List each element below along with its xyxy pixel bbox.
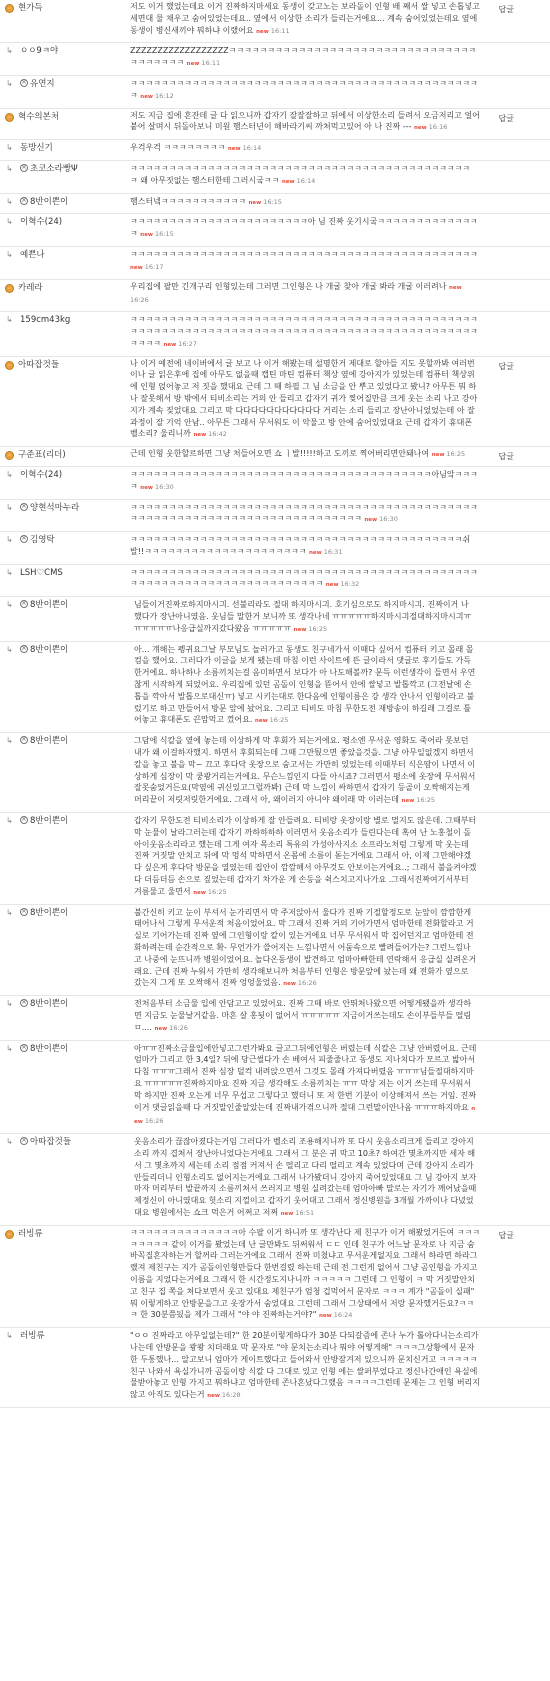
reply-row: [0, 1134, 550, 1226]
timestamp: 16:17: [144, 262, 164, 271]
level-icon: [20, 164, 28, 172]
reply-arrow-icon: ↳: [6, 46, 13, 56]
nickname-text: 양현석마누라: [30, 502, 80, 513]
timestamp: 16:26: [169, 1023, 188, 1032]
nickname[interactable]: [20, 735, 68, 747]
timestamp: 16:30: [155, 482, 174, 491]
comment-row: [0, 447, 550, 467]
comment-body: [134, 1043, 478, 1130]
comment-body: [130, 45, 480, 71]
nickname[interactable]: [20, 567, 63, 579]
nickname[interactable]: [18, 2, 43, 14]
nickname[interactable]: [20, 998, 68, 1010]
nickname[interactable]: [20, 599, 68, 611]
new-badge: new: [283, 981, 296, 988]
new-badge: new: [163, 341, 177, 348]
reply-arrow-icon: ↳: [6, 907, 13, 917]
nickname-text: 현가득: [18, 3, 43, 13]
level-icon: [20, 816, 28, 824]
nickname-text: 8반이쁜이: [30, 600, 69, 611]
comment-text: 그담에 식칼을 옆에 놓는데 이상하게 막 후회가 되는거에요. 평소엔 무서운 영화도 죽어라 못보던 내가 왜 이걸하자했지. 하면서 후회되는데 그때 그만뒀으면 좋았을것을. 그냥 아무일없겠지 하면서 칼을 놓고 불을 막~ 끄고 후다닥 옷장으로 숨고서는 가만히 있었는데 이때부터 식은땀이 나면서 이상하게 심장이 막 쿵쾅거리는거에요. 무슨느낌인지 다들 아시죠? 그러면서 평소에 옷장에 무서워서 잘못숨었거든요(막옆에 귀신있고그럴까봐) 근데 막 느낌이 싸하면서 갑자기 등골이 오싹해지는게 머리끝이 저릿저릿한거에요. 그래서 아, 왜이러지 아니야 왜이래 막 이러는데: [134, 736, 476, 805]
reply-arrow-icon: ↳: [6, 1137, 13, 1147]
timestamp: 16:11: [270, 26, 290, 35]
new-badge: new: [134, 1105, 476, 1126]
nickname[interactable]: [20, 216, 62, 228]
timestamp: 16:25: [269, 716, 289, 725]
comment-text: 갑자기 무한도전 티비소리가 이상하게 잘 안들려요. 티비랑 옷장이랑 별로 멀지도 않은데. 그때부터 막 눈물이 날라그러는데 갑자기 까하하하하 이러면서 웃음소리가 들린다는데 혹여 난 노홍철이 돌아이웃음소리라고 했는데 그게 여자 목소리 특유의 가성아사지소 소프라노처럼 그렇게 막 웃는데 진짜 거짓말 안치고 뒤에 막 멍석 막하면서 온몸에 소름이 돋는거에요 그래서 아, 이제 그만해야겠다 싶은게 후다닥 방문을 열였는데 집안이 깜깜해서 아무것도 안보이는거에요..; 그래서 불을켜야겠다 더듬더듬 손으로 짚었는데 갑자기 차가운 게 손등을 쉭스치고지나가요 .그래서진짜여기서부터 겨름물고 울면서: [134, 816, 477, 896]
new-badge: new: [293, 626, 307, 633]
reply-row: [0, 1041, 550, 1135]
reply-row: [0, 43, 550, 76]
timestamp: 16:26: [130, 296, 149, 305]
timestamp: 16:26: [144, 1117, 164, 1126]
new-badge: new: [431, 452, 445, 459]
comment-body: [130, 216, 480, 242]
timestamp: 16:25: [416, 796, 436, 805]
comment-body: [134, 815, 478, 900]
reply-row: [0, 500, 550, 533]
comment-text: 웃음소리가 끊잖아졌다는거임 그러다가 벨소리 조용해지니까 또 다시 웃음소리크게 들리고 강아지 소리 까지 겹쳐서 장난아니었다는거에요 그래서 그 분은 귀 막고 10초? 하여간 몇초까지만 세자 해서 그 몇초까지 세는데 소리 점점 커져서 손 떨리고 다리 떨리고 계속 있었다며 근데 강아지 소리가 안들리더니 인형소리도 없어지는거에요 그래서 나가봤더니 강아지 죽어있었대요 그 님 강아지 보자마자 머리부터 발끝까지 소름끼쳐서 쓰러지고 병원 실려갔는데 엄마아빠 말로는 자기가 깨어났을때 제정신이 아니였대요 헛소리 지껄이고 갑자기 웃어대고 그래서 정신병원을 3개월 가까이나 다녔었대요 병원에서는 쇼크 먹은거 어쩌고 저쩌: [134, 1137, 477, 1217]
timestamp: 16:30: [379, 515, 398, 524]
reply-button[interactable]: 답글: [498, 5, 514, 14]
new-badge: new: [140, 93, 154, 100]
nickname[interactable]: [20, 45, 58, 57]
comment-text: 불간신히 키고 눈이 부셔서 눈가리면서 막 주저앉아서 울다가 진짜 기절할정도로 눈앞이 깜깜한게 태어나서 그렇게 무서운적 처음이었어요. 막 그래서 진짜 거의 기어가면서 엄마한테 전화할라고 거실로 기어가는데 진짜 옆에 그인형이랑 칼이 있는거에요 너무 무서워서 막 집어던지고 엄마한테 전화하려는데 순간적으로 확- 무언가가 쓸어지는 느낌나면서 어둠속으로 빨려들어가는? 그런느낌나고 나중에 눈뜨니까 병원이었어요. 놀다온동생이 발견하고 엄마아빠한테 연락해서 응급실 실려온거래요. 근데 진짜 누워서 가만히 생각해보니까 처음부터 인형은 방문앞에 놨는데 왜 전화가 옆으로 갔는지 그게 또 오싹해서 진짜 엉엉울었음.: [134, 907, 477, 988]
new-badge: new: [227, 146, 241, 153]
reply-row: [0, 312, 550, 356]
comment-text: ㅋㅋㅋㅋㅋㅋㅋㅋㅋㅋㅋㅋㅋㅋㅋㅋㅋㅋㅋㅋㅋㅋㅋㅋㅋㅋㅋㅋㅋㅋㅋㅋㅋㅋㅋㅋㅋㅋㅋㅋㅋㅋㅋㅋㅋㅋㅋㅋㅋㅋㅋㅋㅋㅋㅋㅋㅋㅋㅋㅋㅋㅋㅋㅋㅋㅋㅋㅋㅋㅋ: [130, 567, 478, 589]
reply-arrow-icon: ↳: [6, 502, 13, 512]
nickname[interactable]: [20, 644, 68, 656]
reply-arrow-icon: ↳: [6, 249, 13, 259]
comment-text: 저도 지금 집에 혼잔데 글 다 읽으니까 갑자기 잘잘잘하고 뒤에서 이상한소리 들려서 오금저리고 얼어붙어 살며시 뒤돌아보니 미원 햄스터년이 해바라기씨 까쳐먹고있어 아 나 진짜 ---: [130, 110, 480, 132]
nickname-text: 동방신기: [20, 143, 53, 154]
reply-arrow-icon: ↳: [6, 469, 13, 479]
nickname[interactable]: [20, 314, 70, 326]
comment-body: [130, 1330, 480, 1403]
nickname-text: 예쁜나: [20, 249, 45, 260]
nickname-text: 혁수의본처: [18, 111, 60, 122]
level-icon: [20, 736, 28, 744]
reply-row: [0, 996, 550, 1040]
nickname-text: 유연지: [30, 78, 55, 89]
timestamp: 16:28: [221, 1391, 241, 1400]
reply-arrow-icon: ↳: [6, 78, 13, 88]
nickname[interactable]: [20, 1043, 68, 1055]
reply-button[interactable]: 답글: [498, 452, 514, 462]
avatar-icon: [5, 4, 14, 13]
new-badge: new: [281, 178, 295, 185]
nickname-text: 카레라: [18, 282, 43, 293]
comment-text: 나 이거 예전에 네이버에서 글 보고 나 이거 해봤는데 설명한거 제대로 할아들 지도 못할까봐 여러번이나 글 읽은후에 집에 아무도 없을때 캡틴 마틴 컴퓨터 책상 옆에 강아지가 있었는데 컴퓨터 책상위에 인형 얹어놓고 저 짓을 했대요 근데 그 때 하필 그 님 소금을 안 뿌고 있었다고 봤니? 아무튼 뭐 하나 잘못해서 방 밖에서 티비소리는 거의 안 들리고 갑자기 귀가 찢어질만큼 크게 웃는 소리 나고 강아지가 계속 짖었대요 그리고 막 다다다다다다다다다다다 거리는 소리 들리고 장난아니었었는데 아 잘 과정이 잘 기억 안남.. 아무튼 그래서 무서워도 이 악물고 방 안에 숨어있었대요 근데 갑자기 휴대폰 벨소리? 울리니까: [130, 358, 478, 439]
timestamp: 16:31: [323, 547, 343, 556]
comment-text: ZZZZZZZZZZZZZZZZZZㅋㅋㅋㅋㅋㅋㅋㅋㅋㅋㅋㅋㅋㅋㅋㅋㅋㅋㅋㅋㅋㅋㅋㅋㅋㅋㅋㅋㅋㅋㅋㅋㅋㅋㅋㅋㅋㅋㅋ: [130, 46, 476, 68]
reply-row: [0, 532, 550, 565]
timestamp: 16:14: [296, 176, 316, 185]
timestamp: 16:14: [242, 144, 262, 153]
reply-arrow-icon: ↳: [6, 1043, 13, 1053]
comment-row: [0, 0, 550, 43]
new-badge: new: [193, 889, 206, 896]
comment-row: [0, 280, 550, 313]
comment-row: [0, 357, 550, 448]
avatar-icon: [5, 284, 14, 293]
comment-body: [130, 78, 480, 104]
reply-row: [0, 597, 550, 641]
comment-body: [130, 281, 480, 308]
timestamp: 16:16: [428, 123, 448, 132]
level-icon: [20, 1137, 28, 1145]
new-badge: new: [449, 284, 462, 291]
nickname[interactable]: [20, 142, 53, 154]
nickname-text: 김영탁: [30, 535, 55, 546]
nickname[interactable]: [18, 359, 59, 371]
reply-arrow-icon: ↳: [6, 999, 13, 1009]
nickname[interactable]: [20, 1330, 45, 1342]
avatar-icon: [5, 361, 14, 370]
new-badge: new: [140, 484, 154, 491]
timestamp: 16:25: [446, 450, 466, 459]
nickname[interactable]: [18, 449, 66, 461]
nickname[interactable]: [20, 1136, 71, 1148]
comment-body: [130, 110, 480, 136]
reply-arrow-icon: ↳: [6, 217, 13, 227]
comment-body: [130, 1, 480, 38]
nickname-text: 이혁수(24): [20, 217, 63, 228]
comment-text: 아... 걔해는 펭귀요그날 부모님도 놀러가고 동생도 친구네가서 이때다 싶어서 컴퓨터 키고 몰래 몰컴을 했어요. 그러다가 이글을 보게 됐는데 마침 이런 사이트에 뜬 글이라서 댓글로 후기들도 가득한거에요. 하나하나 소름끼치는걸 음미하면서 보다가 아 나도해볼까? 문득 이런생각이 들면서 우연찮게 시작하게 되었어요. 우리집에 있던 곰돌이 인형을 뜯어서 안에 쌀넣고 발톱깍고 (그전날에 손톱을 깍아서 발톱으로대신ㅠ) 넣고 시키는대로 한다음에 인형이름은 강 생각 안나서 인형이라고 불렀기로 하고 만들어서 방문 앞에 놨어요. 그리고 티비도 마침 무한도전 재방송이 하길래 그걸로 틀어놓고 휴대폰도 끈맘먹고 껐어요.: [134, 644, 476, 725]
nickname-text: 러빙류: [20, 1331, 45, 1342]
reply-row: [0, 733, 550, 813]
level-icon: [20, 908, 28, 916]
nickname-text: 초코소라빵Ψ: [30, 163, 78, 174]
reply-arrow-icon: ↳: [6, 644, 13, 654]
new-badge: new: [364, 517, 378, 524]
nickname[interactable]: [20, 196, 68, 208]
nickname[interactable]: [20, 163, 78, 175]
timestamp: 16:51: [295, 1208, 315, 1217]
reply-arrow-icon: ↳: [6, 315, 13, 325]
timestamp: 16:12: [155, 91, 174, 100]
reply-arrow-icon: ↳: [6, 600, 13, 610]
comment-body: [130, 1227, 480, 1323]
nickname-text: 8반이쁜이: [30, 1043, 69, 1054]
comment-text: ㅋㅋㅋㅋㅋㅋㅋㅋㅋㅋㅋㅋㅋㅋㅋㅋㅋㅋㅋㅋㅋㅋㅋ아 님 진짜 웃기시궄ㅋㅋㅋㅋㅋㅋㅋㅋㅋㅋㅋㅋㅋㅋ: [130, 217, 478, 239]
level-icon: [20, 503, 28, 511]
nickname[interactable]: [20, 907, 68, 919]
nickname-text: ㅇㅇ9ㅋ야: [20, 46, 59, 57]
reply-row: [0, 565, 550, 598]
nickname-text: 159cm43kg: [20, 315, 71, 326]
comment-text: ㅋㅋㅋㅋㅋㅋㅋㅋㅋㅋㅋㅋㅋㅋㅋㅋㅋㅋㅋㅋㅋㅋㅋㅋㅋㅋㅋㅋㅋㅋㅋㅋㅋㅋㅋㅋㅋㅋㅋㅋㅋㅋㅋㅋㅋㅋㅋㅋㅋㅋㅋㅋㅋㅋㅋㅋㅋㅋㅋㅋㅋㅋㅋㅋㅋㅋㅋㅋㅋㅋㅋㅋㅋㅋㅋㅋㅋㅋㅋㅋㅋㅋㅋㅋㅋㅋㅋㅋㅋㅋㅋㅋㅋㅋ: [130, 315, 478, 348]
comment-body: [130, 142, 480, 156]
nickname[interactable]: [18, 282, 43, 294]
timestamp: 16:42: [208, 430, 227, 439]
reply-button[interactable]: 답글: [498, 113, 514, 123]
nickname-text: 8반이쁜이: [30, 644, 69, 655]
new-badge: new: [256, 28, 269, 35]
new-badge: new: [130, 264, 143, 271]
nickname-text: 러빙류: [18, 1228, 43, 1239]
nickname[interactable]: [20, 469, 62, 481]
timestamp: 16:15: [263, 197, 282, 206]
comment-body: [130, 448, 480, 462]
comment-body: [134, 599, 478, 636]
reply-arrow-icon: ↳: [6, 1331, 13, 1341]
comment-body: [130, 534, 480, 560]
level-icon: [20, 600, 28, 608]
comment-text: 햄스터넼ㅋㅋㅋㅋㅋㅋㅋㅋㅋㅋㅋ: [130, 196, 246, 206]
timestamp: 16:11: [201, 59, 221, 68]
timestamp: 16:27: [178, 339, 197, 348]
nickname-text: 구준표(리더): [18, 450, 66, 461]
comment-text: ㅋㅋㅋㅋㅋㅋㅋㅋㅋㅋㅋㅋㅋㅋ아 수팔 이거 하니까 또 생각난다 제 친구가 이거 해봤었거든여 ㅋㅋㅋㅋㅋㅋㅋㅋ 같이 이거를 봤었는데 난 글만봐도 뒤써워서 ㄷㄷ 인데 친구가 어느날 문자로 나 지금 숨바꼭질혼자하는거 할꺼라 그러는거에요 그래서 진짜 미쳤냐고 무서운게없지요 그래서 하라면 하라그랬져 제친구는 지가 곰돌이인형만들다 한번걸렸 하는데 근데 전 그런게 없어서 그냥 곰인형을 가지고 이름을 지었다는거에요 그래서 한 시간정도지나니까 ㅋㅋㅋㅋㅋ 그런데 그 인형이 ㅋ 막 거짓말안치고 친구 집 쪽을 쳐다보면서 웃고 있대요 제친구가 엄청 겁먹어서 문자로 ㅋㅋㅋ 계가 "곰돌이 실패" 뭐 이렇게하고 안방문을그고 옷장가서 숨었대요 그런데 그래서 그상태에서 저랑 문자했거든요?ㅋㅋㅋ 한 30분쯤됬을 제가 그래서 "야 야 진짜하는거야?": [130, 1227, 481, 1320]
level-icon: [20, 79, 28, 87]
reply-row: [0, 76, 550, 109]
nickname[interactable]: [20, 78, 55, 90]
comment-text: 근데 인형 웃한할르하면 그냥 처들어오면 쇼 ㅣ발!!!!!하고 도끼로 찍어버리면안돼나여: [130, 449, 430, 459]
comment-text: ㅋㅋㅋㅋㅋㅋㅋㅋㅋㅋㅋㅋㅋㅋㅋㅋㅋㅋㅋㅋㅋㅋㅋㅋㅋㅋㅋㅋㅋㅋㅋㅋㅋㅋㅋㅋㅋㅋㅋㅋㅋㅋㅋ쉬발!!ㅋㅋㅋㅋㅋㅋㅋㅋㅋㅋㅋㅋㅋㅋㅋㅋㅋㅋㅋㅋㅋ: [130, 535, 471, 556]
comment-body: [130, 567, 480, 593]
timestamp: 16:24: [333, 1311, 353, 1320]
nickname[interactable]: [18, 1228, 43, 1240]
nickname[interactable]: [20, 815, 68, 827]
comment-row: [0, 109, 550, 141]
comment-body: [134, 1136, 478, 1221]
comment-body: [130, 249, 480, 275]
reply-button[interactable]: 답글: [498, 361, 514, 371]
comment-text: 우리집에 팔만 긴개구리 인형있는데 그러면 그인형은 나 개굴 찾아 개굴 봐라 개굴 이러려나: [130, 281, 447, 291]
level-icon: [20, 999, 28, 1007]
timestamp: 16:25: [207, 887, 227, 896]
reply-row: [0, 467, 550, 500]
reply-row: [0, 194, 550, 215]
reply-row: [0, 813, 550, 905]
reply-arrow-icon: ↳: [6, 535, 13, 545]
timestamp: 16:25: [308, 624, 328, 633]
level-icon: [20, 535, 28, 543]
comment-text: 저도 이거 했었는데요 이거 진짜하지마세요 동생이 갖고노는 보라돌이 인형 배 째서 쌀 넣고 손톱넣고 세면대 물 채우고 숨어있었는데요.. 옆에서 이상한 소리가 들리는거에요... 계속 숨어있었는데요 옆에 동생이 병신새끼야 뭐하냐 이랬어요: [130, 2, 480, 35]
reply-row: [0, 140, 550, 161]
reply-row: [0, 642, 550, 734]
comment-text: ㅋㅋㅋㅋㅋㅋㅋㅋㅋㅋㅋㅋㅋㅋㅋㅋㅋㅋㅋㅋㅋㅋㅋㅋㅋㅋㅋㅋㅋㅋㅋㅋㅋㅋㅋㅋㅋㅋㅋ아님앜ㅋㅋㅋㅋ: [130, 469, 478, 491]
new-badge: new: [186, 61, 200, 68]
timestamp: 16:15: [155, 230, 174, 239]
comment-body: [134, 644, 478, 729]
new-badge: new: [248, 199, 262, 206]
level-icon: [20, 197, 28, 205]
avatar-icon: [5, 1230, 14, 1239]
new-badge: new: [325, 582, 339, 589]
reply-arrow-icon: ↳: [6, 736, 13, 746]
reply-row: [0, 214, 550, 247]
reply-row: [0, 161, 550, 194]
comment-text: ㅋㅋㅋㅋㅋㅋㅋㅋㅋㅋㅋㅋㅋㅋㅋㅋㅋㅋㅋㅋㅋㅋㅋㅋㅋㅋㅋㅋㅋㅋㅋㅋㅋㅋㅋㅋㅋㅋㅋㅋㅋㅋㅋㅋ ㅋ 왜 아무짓없는 햄스터한테 그러시궄ㅋㅋ: [130, 163, 471, 185]
comment-text: 님들이거진짜로하지마시긔. 선불리라도 절대 하지마시긔. 호기심으로도 하지마시긔. 진짜이거 나 했다가 장난아니였음. 웃님들 말한거 보니까 또 생각나네 ㅠㅠㅠㅠㅠ하지마시긔절대하지마시긔ㅠㅠㅠㅠㅠㅠ나응급실까지갔다왔음 ㅠㅠㅠㅠㅠ: [134, 600, 472, 633]
new-badge: new: [308, 549, 322, 556]
nickname-text: 아따잡것들: [18, 359, 60, 370]
new-badge: new: [193, 432, 207, 439]
new-badge: new: [280, 1210, 294, 1217]
reply-arrow-icon: ↳: [6, 196, 13, 206]
new-badge: new: [401, 798, 415, 805]
level-icon: [20, 1044, 28, 1052]
new-badge: new: [254, 718, 268, 725]
reply-arrow-icon: ↳: [6, 163, 13, 173]
reply-arrow-icon: ↳: [6, 816, 13, 826]
new-badge: new: [140, 232, 154, 239]
reply-arrow-icon: ↳: [6, 143, 13, 153]
timestamp: 16:26: [297, 979, 317, 988]
nickname-text: 아따잡것들: [30, 1137, 72, 1148]
comment-body: [134, 998, 478, 1035]
nickname-text: 8반이쁜이: [30, 196, 69, 207]
comment-body: [134, 735, 478, 808]
reply-row: [0, 905, 550, 997]
comment-text: ㅋㅋㅋㅋㅋㅋㅋㅋㅋㅋㅋㅋㅋㅋㅋㅋㅋㅋㅋㅋㅋㅋㅋㅋㅋㅋㅋㅋㅋㅋㅋㅋㅋㅋㅋㅋㅋㅋㅋㅋㅋㅋㅋㅋㅋ: [130, 249, 478, 259]
comment-body: [134, 907, 478, 992]
comment-text: ㅋㅋㅋㅋㅋㅋㅋㅋㅋㅋㅋㅋㅋㅋㅋㅋㅋㅋㅋㅋㅋㅋㅋㅋㅋㅋㅋㅋㅋㅋㅋㅋㅋㅋㅋㅋㅋㅋㅋㅋㅋㅋㅋㅋㅋㅋㅋㅋㅋㅋㅋㅋㅋㅋㅋㅋㅋㅋㅋㅋㅋㅋㅋㅋㅋㅋㅋㅋㅋㅋㅋㅋㅋㅋㅋ: [130, 502, 478, 524]
comment-text: 전처음부터 소금물 입에 안담고고 있었어요. 진짜 그때 바로 안뛰쳐나왔으면 어떻게됐을까 생각하면 지금도 눈물날거같음. 마흔 살 홍됫이 없어서 ㅠㅠㅠㅠㅠ 지금이거쓰는데도 손이부들부들 떨림ㅁ....: [134, 999, 472, 1032]
reply-row: [0, 1328, 550, 1408]
avatar-icon: [5, 113, 14, 122]
comment-body: [130, 196, 480, 210]
comment-text: "ㅇㅇ 진짜라고 아무일없는데?" 한 20분이렇게하다가 30분 다되갈즘에 존나 누가 톨아다니는소리가 나는데 안방문을 쾅쾅 치더래요 막 문자로 "야 문치는소리나 뭐야 어떻게해" ㅋㅋㅋ그상황에서 문자 한 두통했나... 알고보니 엄마가 게이트했다고 들어와서 안방잠겨저 있으니까 문치신거고 ㅋㅋㅋㅋㅋ 친구 나와서 욕실가니까 곰돌이랑 식칼 다 그대로 있고 인형 에는 쌀퍼부었다고 정신나간애인 욕실에 물받아놓고 인형 가지고 뭐하냐고 엄마한테 존나혼났다그랬음 ㅋㅋㅋㅋ그런데 문제는 그 인형 버리지 않고 아직도 있다는거: [130, 1331, 481, 1400]
new-badge: new: [413, 125, 427, 132]
timestamp: 16:32: [340, 580, 360, 589]
reply-row: [0, 247, 550, 280]
nickname-text: 8반이쁜이: [30, 999, 69, 1010]
comment-row: [0, 1226, 550, 1328]
reply-button[interactable]: 답글: [498, 1230, 514, 1240]
avatar-icon: [5, 451, 14, 460]
reply-arrow-icon: ↳: [6, 567, 13, 577]
comment-body: [130, 314, 480, 351]
nickname-text: 8반이쁜이: [30, 907, 69, 918]
new-badge: new: [318, 1313, 332, 1320]
new-badge: new: [154, 1025, 168, 1032]
comment-body: [130, 163, 480, 189]
nickname-text: 이혁수(24): [20, 469, 63, 480]
comment-body: [130, 469, 480, 495]
comment-body: [130, 358, 480, 443]
nickname-text: 8반이쁜이: [30, 816, 69, 827]
nickname[interactable]: [20, 534, 55, 546]
new-badge: new: [207, 1393, 220, 1400]
nickname-text: 8반이쁜이: [30, 736, 69, 747]
comment-body: [130, 502, 480, 528]
nickname[interactable]: [18, 111, 59, 123]
nickname-text: LSH♡CMS: [20, 567, 63, 578]
level-icon: [20, 645, 28, 653]
nickname[interactable]: [20, 502, 79, 514]
comment-text: ㅋㅋㅋㅋㅋㅋㅋㅋㅋㅋㅋㅋㅋㅋㅋㅋㅋㅋㅋㅋㅋㅋㅋㅋㅋㅋㅋㅋㅋㅋㅋㅋㅋㅋㅋㅋㅋㅋㅋㅋㅋㅋㅋㅋㅋㅋ: [130, 78, 478, 100]
nickname[interactable]: [20, 249, 45, 261]
comment-text: 아ㅠㅠ진짜소금물입에안넣고그런가봐요 글고그뒤에인형은 버렸는데 식칼은 그냥 안버렸어요. 근데 엄마가 그리고 한 3,4일? 뒤에 당근썰다가 손 베여서 피줄줄나고 동생도 지나치다가 모르고 밟아서 다침 ㅠㅠㅠ그래서 진짜 심장 덜컥 내려앉으면서 그것도 몰래 가져다버렸음 ㅠㅠㅠ님들절대하지마요 ㅠㅠㅠㅠㅠ진짜하지마요 진짜 지금 생각해도 소름끼치는 ㅠㅠ 막상 저는 이거 쓰는데 무서워서 막 하지만 진짜 오는게 너무 무섭고 그렇다고 했더니 또 저 한번 기분이 이상해져서 쓰는 거임. 진짜 이거 댓글읽을때 다 거짓말인줄알았는데 진짜내가겪으니까 절대 그런말이안나옴 ㅠㅠㅠ하지마요: [134, 1043, 477, 1112]
comment-text: 우걱우걱 ㅋㅋㅋㅋㅋㅋㅋㅋ: [130, 143, 226, 153]
